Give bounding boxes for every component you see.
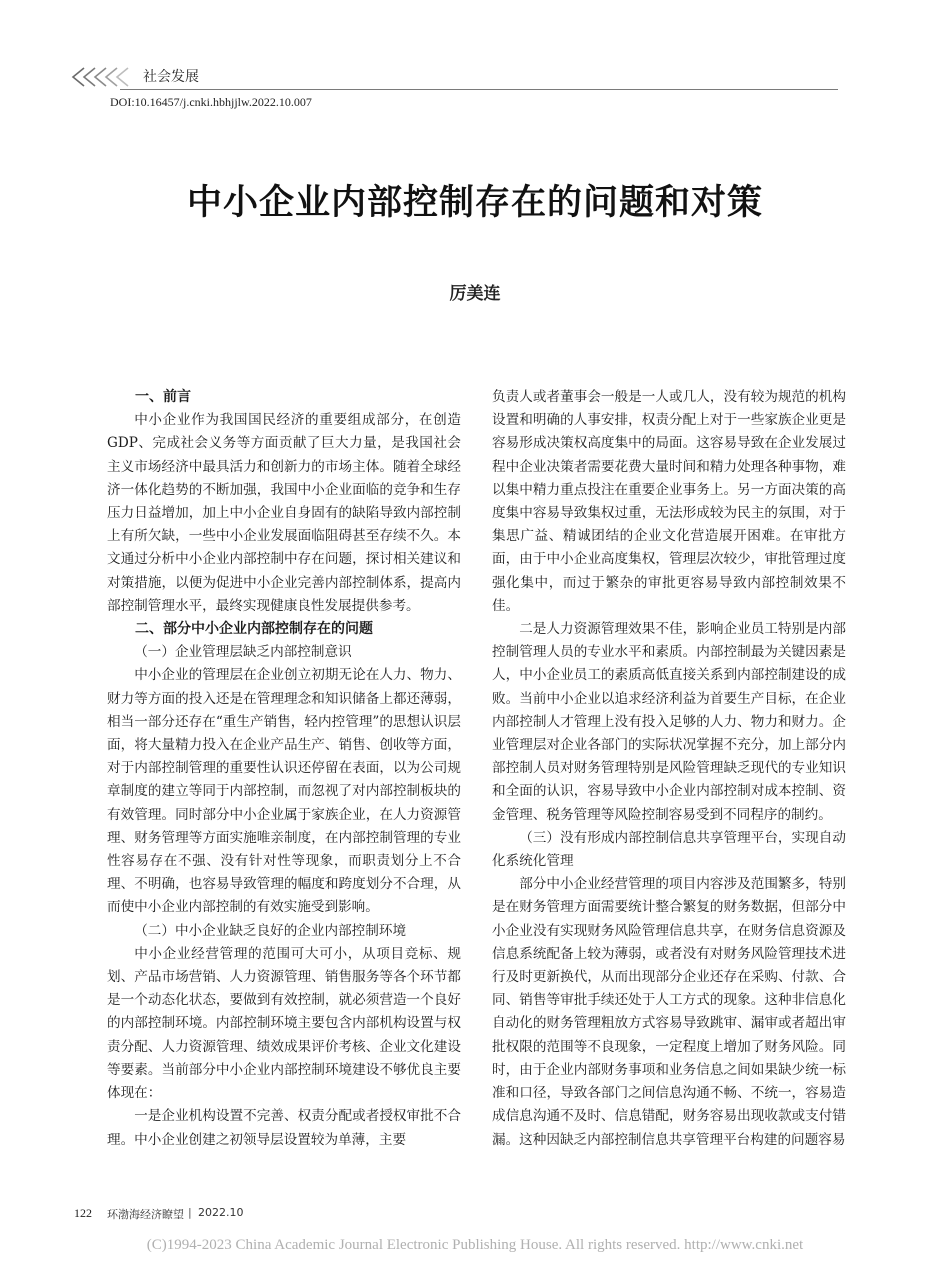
doi-text: DOI:10.16457/j.cnki.hbhjjlw.2022.10.007 bbox=[110, 95, 312, 109]
body-paragraph: 部分中小企业经营管理的项目内容涉及范围繁多，特别是在财务管理方面需要统计整合繁复的财务数据，但部分中小企业没有实现财务风险管理信息共享，在财务信息资源及信息系统配备上较为薄弱，或者没有对财务风险管理技术进行及时更新换代，从而出现部分企业还存在采购、付款、合同、销售等审批手续还处于人工方式的现象。这种非信息化自动化的财务管理粗放方式容易导致跳审、漏审或者超出审批权限的范围等不良现象，一定程度上增加了财务风险。同时，由于企业内部财务事项和业务信息之间如果缺少统一标准和口径，导致各部门之间信息沟通不畅、不统一，容易造成信息沟通不及时、信息错配，财务容易出现收款或支付错漏。这种因缺乏内部控制信息共享管理平台构建的问题容易 bbox=[492, 876, 846, 1148]
body-paragraph: 负责人或者董事会一般是一人或几人，没有较为规范的机构设置和明确的人事安排，权责分配上对于一些家族企业更是容易形成决策权高度集中的局面。这容易导致在企业发展过程中企业决策者需要花费大量时间和精力处理各种事物，难以集中精力重点投注在重要企业事务上。另一方面决策的高度集中容易导致集权过重，无法形成较为民主的氛围，对于集思广益、精诚团结的企业文化营造展开困难。在审批方面，由于中小企业高度集权，管理层次较少，审批管理过度强化集中，而过于繁杂的审批更容易导致内部控制效果不佳。 bbox=[492, 389, 846, 614]
journal-name: 环渤海经济瞭望 bbox=[107, 1208, 184, 1221]
subsection-heading: （三）没有形成内部控制信息共享管理平台，实现自动化系统化管理 bbox=[492, 829, 846, 870]
subsection-heading: （二）中小企业缺乏良好的企业内部控制环境 bbox=[134, 922, 407, 939]
section-heading: 一、前言 bbox=[135, 389, 191, 405]
body-paragraph: 中小企业作为我国国民经济的重要组成部分，在创造 GDP、完成社会义务等方面贡献了巨大力量，是我国社会主义市场经济中最具活力和创新力的市场主体。随着全球经济一体化趋势的不断加强，我国中小企业面临的竞争和生存压力日益增加，加上中小企业自身固有的缺陷导致内部控制上有所欠缺，一些中小企业发展面临阻碍甚至存续不久。本文通过分析中小企业内部控制中存在问题，探讨相关建议和对策措施，以便为促进中小企业完善内部控制体系，提高内部控制管理水平，最终实现健康良性发展提供参考。 bbox=[107, 412, 461, 614]
body-paragraph: 二是人力资源管理效果不佳，影响企业员工特别是内部控制管理人员的专业水平和素质。内部控制最为关键因素是人，中小企业员工的素质高低直接关系到内部控制建设的成败。当前中小企业以追求经济利益为首要生产目标，在企业内部控制人才管理上没有投入足够的人力、物力和财力。企业管理层对企业各部门的实际状况掌握不充分，加上部分内部控制人员对财务管理特别是风险管理缺乏现代的专业知识和全面的认识，容易导致中小企业内部控制对成本控制、资金管理、税务管理等风险控制容易受到不同程序的制约。 bbox=[492, 621, 846, 823]
header-divider bbox=[120, 89, 838, 90]
body-paragraph: 一是企业机构设置不完善、权责分配或者授权审批不合理。中小企业创建之初领导层设置较为单薄，主要 bbox=[107, 1108, 461, 1148]
right-column bbox=[492, 386, 846, 1152]
chevrons-icon bbox=[70, 66, 136, 88]
left-column bbox=[107, 386, 461, 1152]
section-heading: 二、部分中小企业内部控制存在的问题 bbox=[135, 621, 373, 638]
page-number: 122 bbox=[74, 1206, 92, 1220]
body-paragraph: 中小企业经营管理的范围可大可小，从项目竞标、规划、产品市场营销、人力资源管理、销售服务等各个环节都是一个动态化状态，要做到有效控制，就必须营造一个良好的内部控制环境。内部控制环境主要包含内部机构设置与权责分配、人力资源管理、绩效成果评价考核、企业文化建设等要素。当前部分中小企业内部控制环境建设不够优良主要体现在： bbox=[107, 945, 461, 1102]
author-name: 厉美连 bbox=[449, 284, 501, 304]
copyright-watermark: (C)1994-2023 China Academic Journal Electronic Publishing House. All rights reserved. http://www.cnki.net bbox=[146, 1237, 804, 1253]
subsection-heading: （一）企业管理层缺乏内部控制意识 bbox=[134, 644, 352, 661]
article-title: 中小企业内部控制存在的问题和对策 bbox=[186, 182, 763, 223]
body-paragraph: 中小企业的管理层在企业创立初期无论在人力、物力、财力等方面的投入还是在管理理念和知识储备上都还薄弱，相当一部分还存在“重生产销售，轻内控管理”的思想认识层面，将大量精力投入在企业产品生产、销售、创收等方面，对于内部控制管理的重要性认识还停留在表面，以为公司规章制度的建立等同于内部控制，而忽视了对内部控制板块的有效管理。同时部分中小企业属于家族企业，在人力资源管理、财务管理等方面实施唯亲制度，在内部控制管理的专业性容易存在不强、没有针对性等现象，而职责划分上不合理、不明确，也容易导致管理的幅度和跨度划分不合理，从而使中小企业内部控制的有效实施受到影响。 bbox=[107, 667, 461, 916]
section-label: 社会发展 bbox=[143, 69, 199, 85]
footer-separator: | bbox=[188, 1206, 192, 1219]
issue-label: 2022.10 bbox=[198, 1206, 244, 1219]
